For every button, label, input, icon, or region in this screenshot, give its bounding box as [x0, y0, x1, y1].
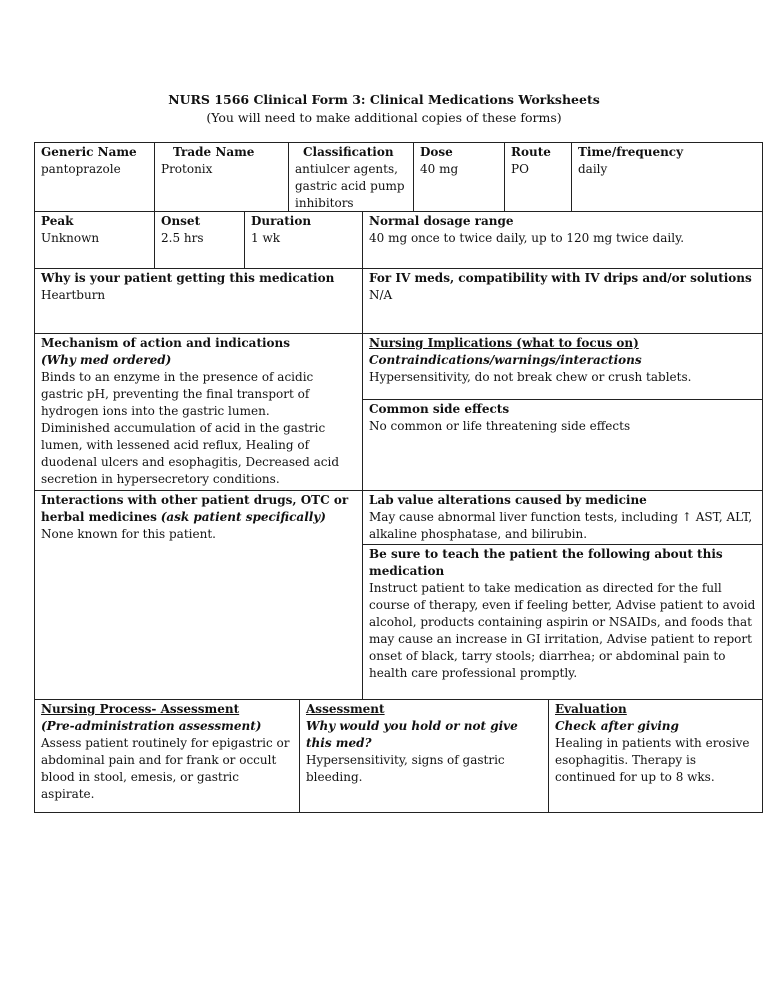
- row-reason: [34, 268, 763, 334]
- iv-cell: [362, 269, 762, 333]
- nursing-implications-sublabel: Contraindications/warnings/interactions: [369, 353, 642, 367]
- side-effects-cell: [362, 399, 762, 490]
- normal-dosage-cell: [362, 212, 762, 268]
- time-frequency-value: daily: [578, 162, 608, 176]
- lab-values-label: Lab value alterations caused by medicine: [369, 493, 647, 507]
- lab-values-value: May cause abnormal liver function tests, including ↑ AST, ALT, alkaline phosphatase, and bilirubin.: [369, 510, 753, 541]
- page-title: NURS 1566 Clinical Form 3: Clinical Medications Worksheets: [168, 92, 600, 107]
- mechanism-text-2: Diminished accumulation of acid in the gastric lumen, with lessened acid reflux, Healing of duodenal ulcers and esophagitis, Decreased acid secretion in hypersecretory conditions.: [41, 421, 340, 486]
- duration-value: 1 wk: [251, 231, 280, 245]
- iv-label: For IV meds, compatibility with IV drips and/or solutions: [369, 271, 752, 285]
- nursing-implications-cell: [362, 334, 762, 400]
- assessment-value: Hypersensitivity, signs of gastric bleeding.: [306, 753, 505, 784]
- page-subtitle: (You will need to make additional copies of these forms): [206, 110, 562, 125]
- mechanism-text-1: Binds to an enzyme in the presence of acidic gastric pH, preventing the final transport of hydrogen ions into the gastric lumen.: [41, 370, 314, 418]
- peak-label: Peak: [41, 214, 74, 228]
- lab-values-cell: [362, 491, 762, 545]
- mechanism-sublabel: (Why med ordered): [41, 353, 172, 367]
- dose-cell: [413, 143, 504, 211]
- process-cell: [35, 700, 299, 812]
- row-mechanism: [34, 333, 763, 491]
- side-effects-label: Common side effects: [369, 402, 510, 416]
- teach-cell: [362, 544, 762, 699]
- evaluation-cell: [548, 700, 762, 812]
- duration-label: Duration: [251, 214, 312, 228]
- time-frequency-cell: [571, 143, 762, 211]
- trade-name-value: Protonix: [161, 162, 213, 176]
- interactions-label: Interactions with other patient drugs, OTC or: [41, 493, 349, 507]
- interactions-value: None known for this patient.: [41, 527, 216, 541]
- process-sublabel: (Pre-administration assessment): [41, 719, 262, 733]
- row-interactions: [34, 490, 763, 700]
- classification-cell: [288, 143, 413, 211]
- dose-value: 40 mg: [420, 162, 459, 176]
- interactions-cell: [35, 491, 362, 699]
- route-cell: [504, 143, 571, 211]
- generic-name-cell: [35, 143, 154, 211]
- onset-label: Onset: [161, 214, 201, 228]
- interactions-label-2: herbal medicines: [41, 510, 157, 524]
- normal-dosage-label: Normal dosage range: [369, 214, 514, 228]
- time-frequency-label: Time/frequency: [578, 145, 684, 159]
- why-cell: [35, 269, 362, 333]
- nursing-implications-label: Nursing Implications (what to focus on): [369, 336, 639, 350]
- trade-name-label: Trade Name: [173, 145, 255, 159]
- classification-label: Classification: [303, 145, 394, 159]
- why-value: Heartburn: [41, 288, 106, 302]
- generic-name-value: pantoprazole: [41, 162, 121, 176]
- mechanism-label: Mechanism of action and indications: [41, 336, 291, 350]
- route-label: Route: [511, 145, 551, 159]
- process-value: Assess patient routinely for epigastric or abdominal pain and for frank or occult blood in stool, emesis, or gastric aspirate.: [41, 736, 290, 801]
- mechanism-cell: [35, 334, 362, 490]
- iv-value: N/A: [369, 288, 393, 302]
- evaluation-value: Healing in patients with erosive esophagitis. Therapy is continued for up to 8 wks.: [555, 736, 750, 784]
- process-label: Nursing Process- Assessment: [41, 702, 240, 716]
- row-pharmacokinetics: [34, 211, 763, 269]
- assessment-label: Assessment: [306, 702, 385, 716]
- peak-cell: [35, 212, 154, 268]
- interactions-label-2-italic: (ask patient specifically): [160, 510, 326, 524]
- row-drug-identity: [34, 142, 763, 212]
- assessment-cell: [299, 700, 548, 812]
- onset-value: 2.5 hrs: [161, 231, 204, 245]
- teach-label: Be sure to teach the patient the following about this medication: [369, 547, 723, 578]
- nursing-implications-value: Hypersensitivity, do not break chew or crush tablets.: [369, 370, 692, 384]
- generic-name-label: Generic Name: [41, 145, 137, 159]
- trade-name-cell: [154, 143, 288, 211]
- evaluation-sublabel: Check after giving: [555, 719, 679, 733]
- dose-label: Dose: [420, 145, 453, 159]
- assessment-sublabel: Why would you hold or not give this med?: [306, 719, 518, 750]
- side-effects-value: No common or life threatening side effects: [369, 419, 631, 433]
- teach-value: Instruct patient to take medication as directed for the full course of therapy, even if feeling better, Advise patient to avoid alcohol, products containing aspirin or NSAIDs, and foods that may cause an increase in GI irritation, Advise patient to report onset of black, tarry stools; diarrhea; or abdominal pain to health care professional promptly.: [369, 581, 756, 680]
- route-value: PO: [511, 162, 529, 176]
- row-nursing-process: [34, 699, 763, 813]
- duration-cell: [244, 212, 362, 268]
- interactions-label-line2: [41, 509, 356, 526]
- evaluation-label: Evaluation: [555, 702, 627, 716]
- why-label: Why is your patient getting this medication: [41, 271, 335, 285]
- peak-value: Unknown: [41, 231, 100, 245]
- normal-dosage-value: 40 mg once to twice daily, up to 120 mg twice daily.: [369, 231, 685, 245]
- onset-cell: [154, 212, 244, 268]
- classification-value: antiulcer agents, gastric acid pump inhibitors: [295, 162, 405, 210]
